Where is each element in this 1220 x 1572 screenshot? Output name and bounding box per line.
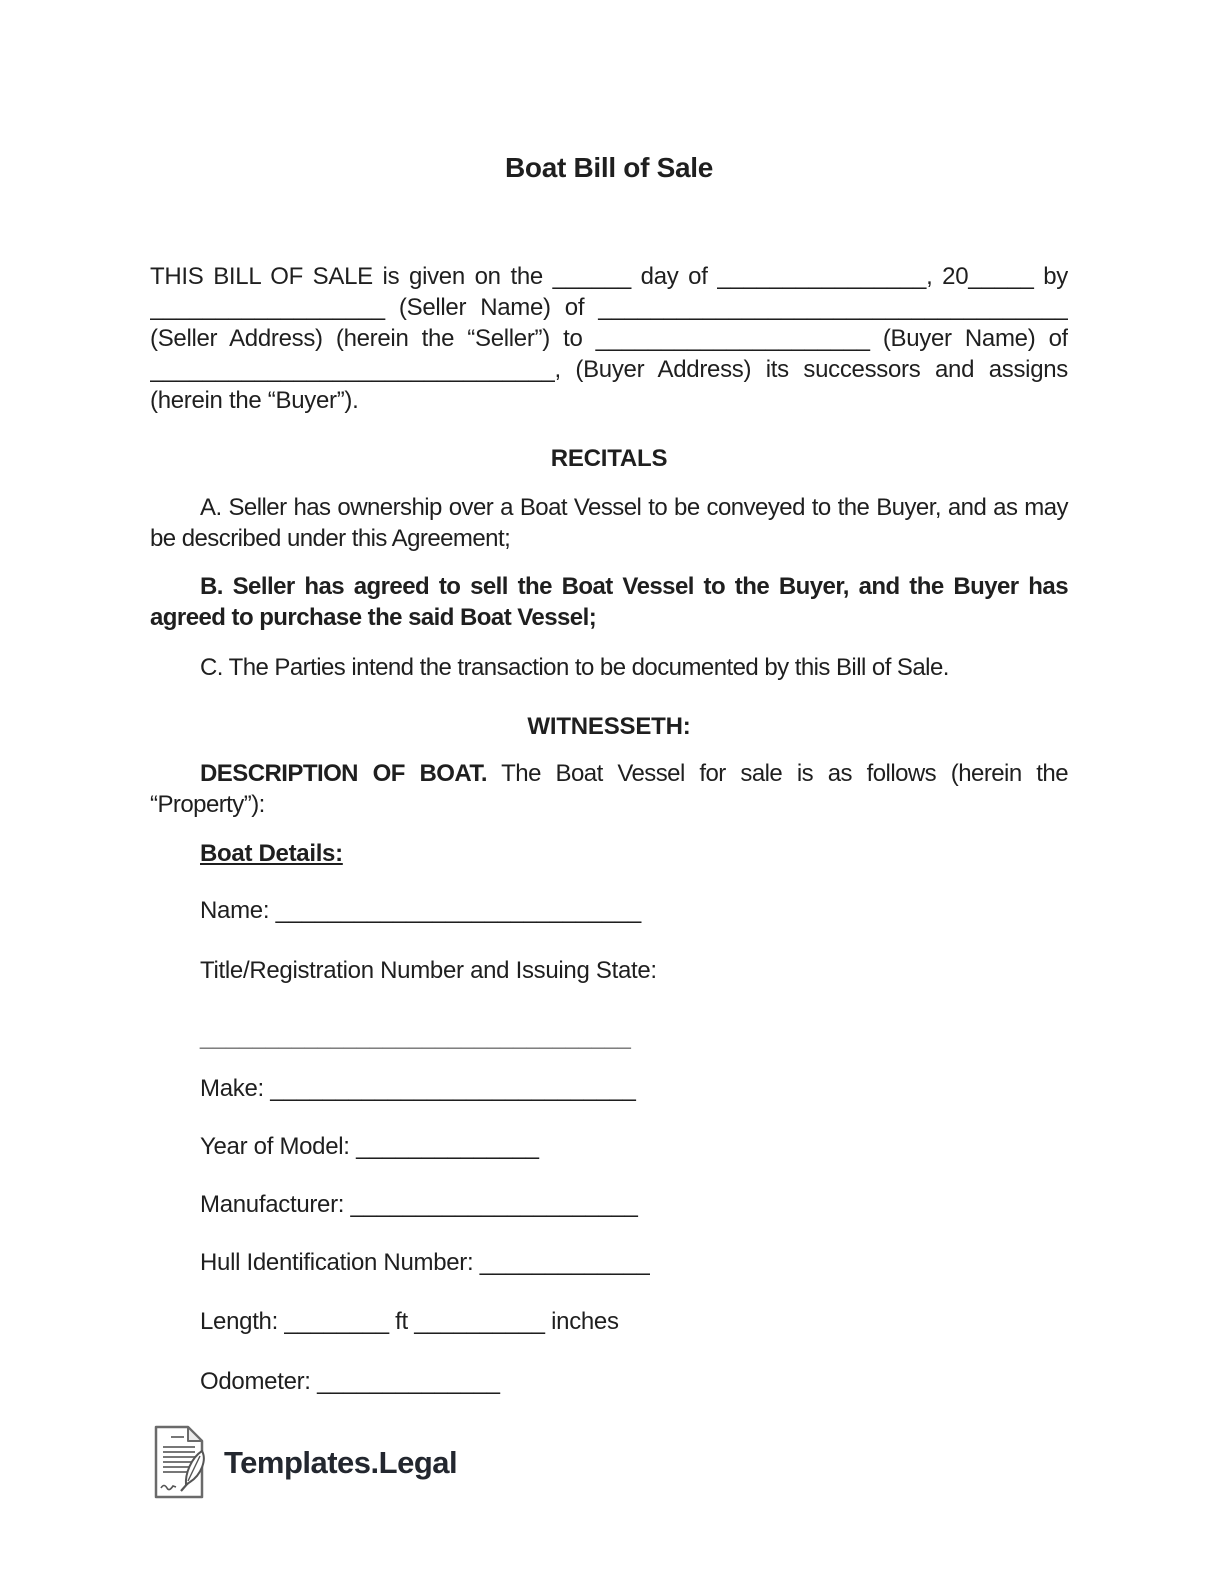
field-label: Name: bbox=[200, 897, 270, 924]
field-label: Year of Model: bbox=[200, 1133, 350, 1160]
description-paragraph bbox=[150, 758, 1068, 820]
unit-label: inches bbox=[551, 1308, 619, 1335]
intro-line: __________________ (Seller Name) of ____________________________________ bbox=[150, 294, 1068, 321]
intro-line: (herein the “Buyer”). bbox=[150, 387, 359, 414]
field-title-registration-blank bbox=[200, 1021, 1068, 1052]
blank-line: ____________________________ bbox=[275, 897, 641, 924]
recital-item-a: A. Seller has ownership over a Boat Vessel to be conveyed to the Buyer, and as may be described under this Agreement; bbox=[150, 494, 1068, 552]
intro-paragraph bbox=[150, 261, 1068, 416]
description-text: The Boat Vessel for sale is as follows (herein the “Property”): bbox=[150, 760, 1068, 818]
blank-line: __________ bbox=[414, 1308, 545, 1335]
blank-line: _________________________________ bbox=[200, 1023, 631, 1050]
blank-line: ______________________ bbox=[350, 1191, 638, 1218]
blank-line: _____________ bbox=[479, 1249, 650, 1276]
footer-brand bbox=[150, 1425, 1068, 1499]
unit-label: ft bbox=[395, 1308, 408, 1335]
document-with-quill-icon bbox=[150, 1425, 208, 1499]
field-label: Odometer: bbox=[200, 1368, 311, 1395]
intro-line: (Seller Address) (herein the “Seller”) to _____________________ (Buyer Name) of bbox=[150, 325, 1068, 352]
field-boat-name bbox=[200, 895, 1068, 926]
blank-line: ______________ bbox=[317, 1368, 500, 1395]
document-title: Boat Bill of Sale bbox=[504, 152, 714, 183]
witnesseth-heading: WITNESSETH: bbox=[527, 713, 691, 740]
field-odometer bbox=[200, 1366, 1068, 1397]
description-label: DESCRIPTION OF BOAT. bbox=[200, 760, 487, 787]
field-make bbox=[200, 1073, 1068, 1104]
field-label: Title/Registration Number and Issuing State: bbox=[200, 957, 657, 984]
intro-line: _______________________________, (Buyer Address) its successors and assigns bbox=[150, 356, 1068, 383]
recital-item-b: B. Seller has agreed to sell the Boat Vessel to the Buyer, and the Buyer has agreed to purchase the said Boat Vessel; bbox=[150, 573, 1068, 631]
boat-details-heading: Boat Details: bbox=[200, 840, 343, 867]
field-year-of-model bbox=[200, 1131, 1068, 1162]
field-hull-identification-number bbox=[200, 1247, 1068, 1278]
field-label: Manufacturer: bbox=[200, 1191, 345, 1218]
recital-item-c: C. The Parties intend the transaction to be documented by this Bill of Sale. bbox=[200, 654, 949, 681]
recitals-heading: RECITALS bbox=[550, 445, 668, 472]
blank-line: ________ bbox=[284, 1308, 389, 1335]
brand-name: Templates.Legal bbox=[224, 1444, 458, 1480]
field-manufacturer bbox=[200, 1189, 1068, 1220]
field-label: Hull Identification Number: bbox=[200, 1249, 474, 1276]
field-label: Length: bbox=[200, 1308, 278, 1335]
field-length bbox=[200, 1306, 1068, 1337]
blank-line: ______________ bbox=[356, 1133, 539, 1160]
blank-line: ____________________________ bbox=[270, 1075, 636, 1102]
field-label: Make: bbox=[200, 1075, 264, 1102]
field-title-registration bbox=[200, 955, 1068, 986]
intro-line: THIS BILL OF SALE is given on the ______ day of ________________, 20_____ by bbox=[150, 263, 1068, 290]
